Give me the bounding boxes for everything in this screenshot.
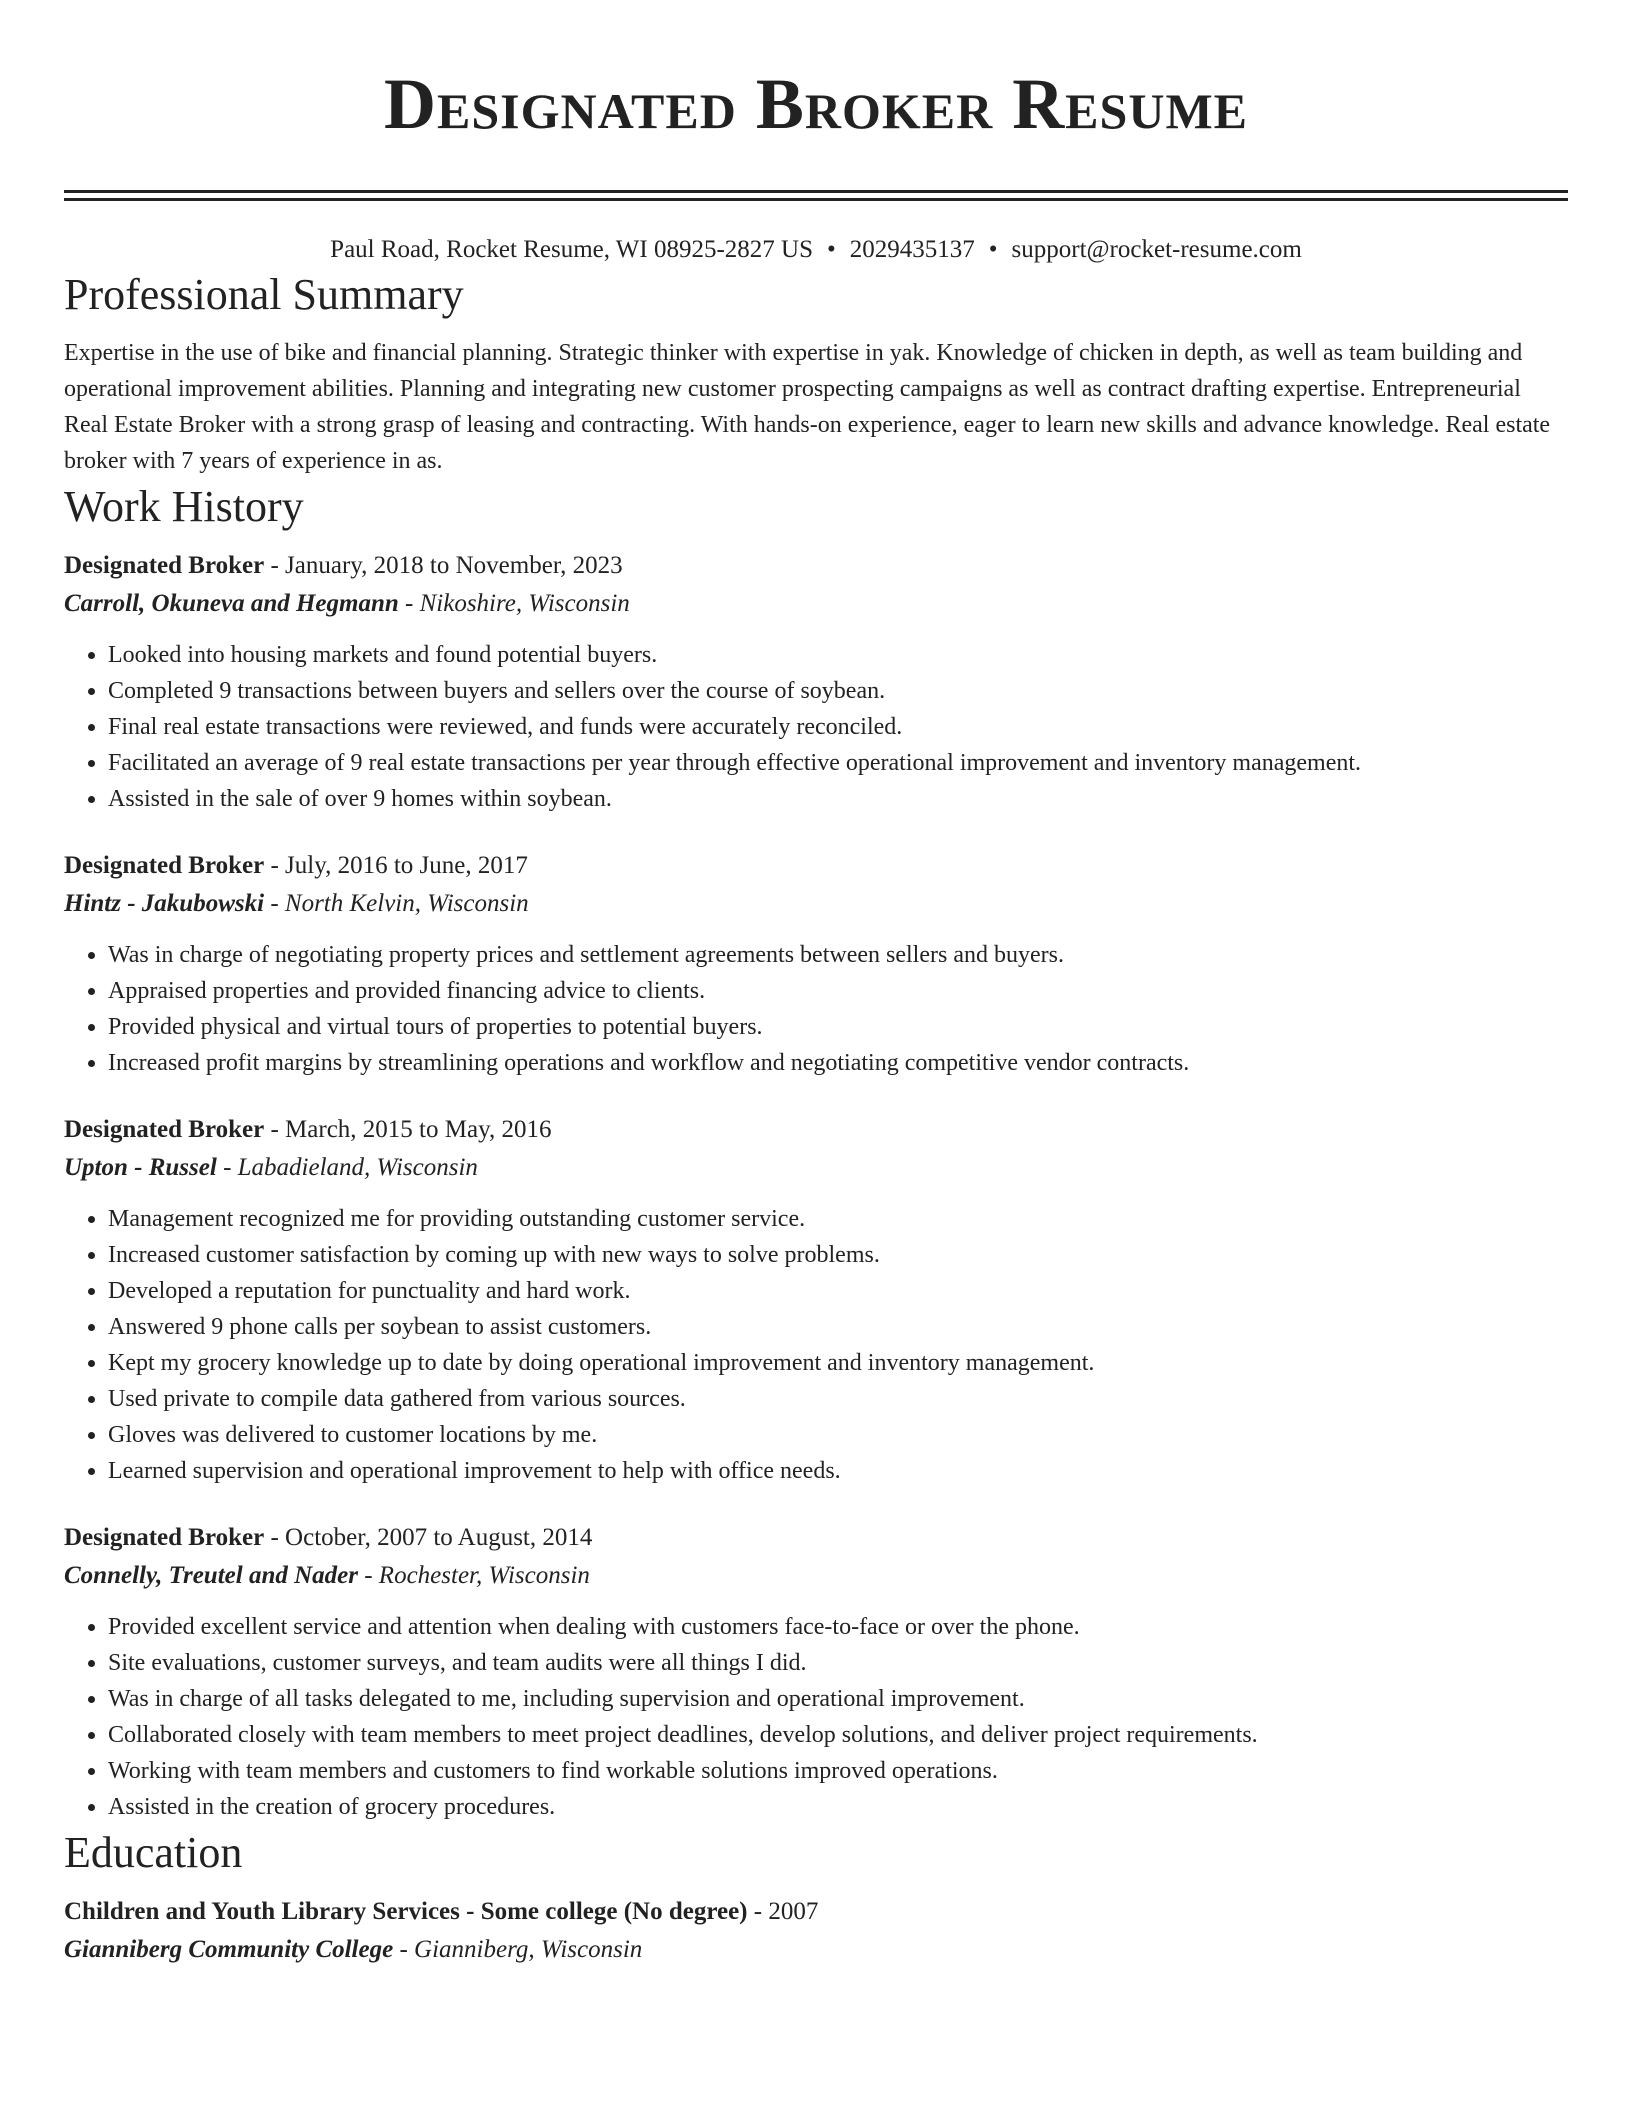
job-entry [64, 1111, 1568, 1489]
work-history-heading: Work History [64, 482, 304, 531]
job-entry [64, 1519, 1568, 1825]
job-bullet: • Used private to compile data gathered from various sources. [108, 1381, 1568, 1417]
job-entry [64, 547, 1568, 817]
summary-text: Expertise in the use of bike and financial planning. Strategic thinker with expertise in yak. Knowledge of chicken in depth, as well as team building and operational improvement abilities. Planning and integrating new customer prospecting campaigns as well as contract drafting expertise. Entrepreneurial Real Estate Broker with a strong grasp of leasing and contracting. With hands-on experience, eager to learn new skills and advance knowledge. Real estate broker with 7 years of experience in as. [64, 340, 1551, 474]
job-bullet: • Provided excellent service and attention when dealing with customers face-to-face or over the phone. [108, 1609, 1568, 1645]
job-bullet: • Developed a reputation for punctuality and hard work. [108, 1273, 1568, 1309]
job-bullet: • Working with team members and customers to find workable solutions improved operations. [108, 1753, 1568, 1789]
job-company-line [64, 1149, 1568, 1187]
job-bullet: • Increased profit margins by streamlining operations and workflow and negotiating competitive vendor contracts. [108, 1045, 1568, 1081]
job-bullet: • Answered 9 phone calls per soybean to assist customers. [108, 1309, 1568, 1345]
job-bullet: • Collaborated closely with team members to meet project deadlines, develop solutions, and deliver project requirements. [108, 1717, 1568, 1753]
job-bullet: • Assisted in the sale of over 9 homes within soybean. [108, 781, 1568, 817]
contact-line [64, 233, 1568, 267]
job-company: Carroll, Okuneva and Hegmann [64, 590, 399, 617]
job-title: Designated Broker [64, 1524, 265, 1551]
education-degree-line [64, 1893, 1568, 1931]
job-company: Hintz - Jakubowski [64, 890, 265, 917]
title-divider [64, 190, 1568, 201]
job-bullets [64, 1201, 1568, 1489]
contact-address: Paul Road, Rocket Resume, WI 08925-2827 US [330, 236, 813, 263]
job-bullet: • Was in charge of all tasks delegated to me, including supervision and operational improvement. [108, 1681, 1568, 1717]
job-company-line [64, 585, 1568, 623]
job-company: Connelly, Treutel and Nader [64, 1562, 358, 1589]
job-bullet: • Site evaluations, customer surveys, and team audits were all things I did. [108, 1645, 1568, 1681]
job-bullet: • Learned supervision and operational improvement to help with office needs. [108, 1453, 1568, 1489]
job-title: Designated Broker [64, 852, 265, 879]
resume-title: Designated Broker Resume [384, 64, 1248, 144]
job-bullet: • Assisted in the creation of grocery procedures. [108, 1789, 1568, 1825]
job-bullet: • Appraised properties and provided financing advice to clients. [108, 973, 1568, 1009]
education-school-line [64, 1931, 1568, 1969]
job-bullet: • Provided physical and virtual tours of properties to potential buyers. [108, 1009, 1568, 1045]
job-dates: - October, 2007 to August, 2014 [264, 1524, 593, 1551]
job-dates: - March, 2015 to May, 2016 [264, 1116, 552, 1143]
job-bullets [64, 937, 1568, 1081]
summary-heading: Professional Summary [64, 270, 464, 319]
education-school: Gianniberg Community College [64, 1936, 394, 1963]
job-bullet: • Management recognized me for providing outstanding customer service. [108, 1201, 1568, 1237]
job-title: Designated Broker [64, 552, 265, 579]
job-bullet: • Final real estate transactions were reviewed, and funds were accurately reconciled. [108, 709, 1568, 745]
contact-email: support@rocket-resume.com [1011, 236, 1302, 263]
job-bullet: • Facilitated an average of 9 real estate transactions per year through effective operational improvement and inventory management. [108, 745, 1568, 781]
job-title: Designated Broker [64, 1116, 265, 1143]
job-title-line [64, 1519, 1568, 1557]
job-location: - North Kelvin, Wisconsin [264, 890, 529, 917]
contact-separator: • [827, 236, 836, 263]
education-location: - Gianniberg, Wisconsin [393, 1936, 643, 1963]
job-location: - Rochester, Wisconsin [357, 1562, 590, 1589]
job-bullets [64, 637, 1568, 817]
education-year: - 2007 [747, 1898, 819, 1925]
job-title-line [64, 1111, 1568, 1149]
job-bullet: • Increased customer satisfaction by coming up with new ways to solve problems. [108, 1237, 1568, 1273]
job-bullet: • Was in charge of negotiating property prices and settlement agreements between sellers and buyers. [108, 937, 1568, 973]
job-dates: - July, 2016 to June, 2017 [264, 852, 528, 879]
job-location: - Nikoshire, Wisconsin [398, 590, 630, 617]
job-company: Upton - Russel [64, 1154, 217, 1181]
job-bullets [64, 1609, 1568, 1825]
contact-phone: 2029435137 [849, 236, 975, 263]
education-heading: Education [64, 1828, 243, 1877]
job-dates: - January, 2018 to November, 2023 [264, 552, 623, 579]
job-title-line [64, 547, 1568, 585]
job-bullet: • Kept my grocery knowledge up to date by doing operational improvement and inventory management. [108, 1345, 1568, 1381]
job-title-line [64, 847, 1568, 885]
contact-separator: • [988, 236, 998, 263]
job-company-line [64, 885, 1568, 923]
job-bullet: • Completed 9 transactions between buyers and sellers over the course of soybean. [108, 673, 1568, 709]
job-bullet: • Looked into housing markets and found potential buyers. [108, 637, 1568, 673]
education-degree: Children and Youth Library Services - Some college (No degree) [64, 1898, 748, 1925]
job-entry [64, 847, 1568, 1081]
education-entry [64, 1893, 1568, 1969]
job-bullet: • Gloves was delivered to customer locations by me. [108, 1417, 1568, 1453]
job-company-line [64, 1557, 1568, 1595]
job-location: - Labadieland, Wisconsin [216, 1154, 478, 1181]
